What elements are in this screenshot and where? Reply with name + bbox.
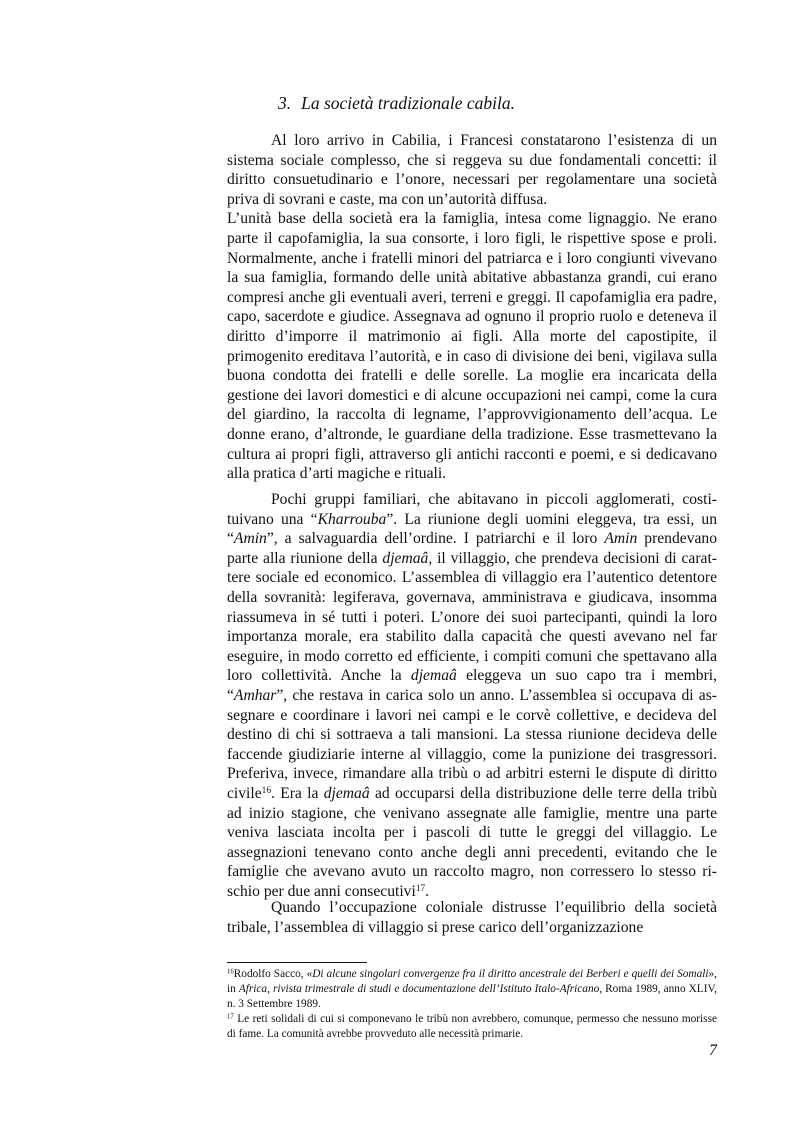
footnote-journal: Africa, rivista trimestrale di studi e documentazione dell’Istituto Italo-Africano [238,983,600,995]
text-run: . [425,882,430,900]
footnote-author: Rodolfo Sacco, « [233,968,313,980]
paragraph-village-assembly [227,490,717,901]
paragraph-colonial-text: Quando l’occupazione coloniale distrusse l’equilibrio della società tribale, l’assemblea di villaggio si prese carico dell’organizzazione [227,899,717,936]
footnote-mark-16: 16 [227,968,234,976]
footnotes [227,967,717,1042]
footnote-mark-17: 17 [227,1013,234,1021]
footnote-ref-17[interactable]: 17 [415,883,426,894]
footnote-article-title: Di alcune singolari convergenze fra il diritto ancestrale dei Berberi e quelli dei Somali [312,968,709,980]
section-heading [0,93,793,114]
footnote-ref-16[interactable]: 16 [261,785,271,796]
term-djemaa: djemaâ [323,784,370,802]
text-run: Pochi gruppi familiari, che abitavano in piccoli agglomerati, costituivano una “ [227,491,717,528]
term-djemaa: djemaâ [410,667,457,685]
text-run: prendevano parte alla riunione della [227,530,718,567]
footnote-16 [227,967,717,1012]
term-amin: Amin [233,530,267,548]
paragraph-lineage: L’unità base della società era la famiglia, intesa come lignaggio. Ne erano parte il capofamiglia, la sua consorte, i loro figli, le rispettive spose e proli. Normalmente, anche i fratelli minori del patriarca e i loro congiunti vivevano la sua famiglia, formando delle unità abitative abbastanza grandi, cui erano compresi anche gli eventuali averi, terreni e greggi. Il capofamiglia era padre, capo, sacerdote e giudice. Assegnava ad ognuno il proprio ruolo e deteneva il diritto d’imporre il matrimonio ai figli. Alla morte del capostipite, il primogenito ereditava l’autorità, e in caso di divisione dei beni, vigilava sulla buona condotta dei fratelli e delle sorelle. La moglie era incaricata della gestione dei lavori domestici e di alcune occupazioni nei campi, come la cura del giardino, la raccolta di legname, l’approvvigionamento dell’acqua. Le donne erano, d’altronde, le guardiane della tradizione. Esse trasmettevano la cultura ai propri figli, attraverso gli antichi racconti e poemi, e si dedicavano alla pratica d’arti magiche e rituali. [227,210,717,483]
paragraph-intro: Al loro arrivo in Cabilia, i Francesi constatarono l’esistenza di un sistema sociale complesso, che si reggeva su due fondamentali concetti: il diritto consuetudinario e l’onore, necessari per regolamentare una società priva di sovrani e caste, ma con un’autorità diffusa. [227,132,717,208]
text-run: , il villaggio, che prendeva decisioni di carattere sociale ed economico. L’assemblea di villaggio era l’autentico detentore della sovranità: legiferava, governava, amministrava e giudicava, insomma riassumeva in sé tutti i poteri. L’onore dei suoi partecipanti, quindi la loro importanza morale, era stabilito dalla capacità che questi avevano nel far eseguire, in modo corretto ed efficiente, i compiti comuni che spettavano alla loro collettività. Anche la [227,549,717,685]
text-run: . Era la [271,784,324,802]
text-run: ”, a salvaguardia dell’ordine. I patriarchi e il loro [266,530,605,548]
term-amhar: Amhar [233,686,277,704]
term-kharrouba: Kharrouba [317,510,387,528]
section-number: 3. [277,93,292,113]
text-run: », in [227,968,717,995]
text-run: ”. La riunione degli uomini eleggeva, tra essi, un “ [227,510,717,548]
text-run: ”, che restava in carica solo un anno. L’assemblea si occupava di assegnare e coordinare i lavori nei campi e le corvè collettive, e decideva del destino di chi si sottraeva a tali mansioni. La stessa riunione decideva delle faccende giudiziarie interne al villaggio, come la punizione dei trasgressori. Preferiva, invece, rimandare alla tribù o ad arbitri esterni le dispute di diritto civile [227,686,717,802]
paragraph-family [227,131,717,484]
text-run: ad occuparsi della distribuzione delle terre della tribù ad inizio stagione, che venivano assegnate alle famiglie, mentre una parte veniva lasciata incolta per i pascoli di tutte le greggi del villaggio. Le assegnazioni tenevano conto anche degli anni precedenti, evitando che le famiglie che avevano avuto un raccolto magro, non corressero lo stesso rischio per due anni consecutivi [227,784,717,900]
paragraph-colonial [227,898,717,937]
term-djemaa: djemaâ [382,549,429,567]
footnote-17 [227,1012,717,1042]
footnote-divider [227,962,367,963]
footnote-text: Le reti solidali di cui si componevano le tribù non avrebbero, comunque, permesso che nessuno morisse di fame. La comunità avrebbe provveduto alle necessità primarie. [227,1013,717,1040]
term-amin: Amin [604,530,638,548]
section-title: La società tradizionale cabila. [301,93,515,113]
page-number: 7 [709,1042,717,1059]
text-run: , Roma 1989, anno XLIV, n. 3 Settembre 1989. [227,983,717,1010]
text-run: eleggeva un suo capo tra i membri, “ [227,667,717,704]
